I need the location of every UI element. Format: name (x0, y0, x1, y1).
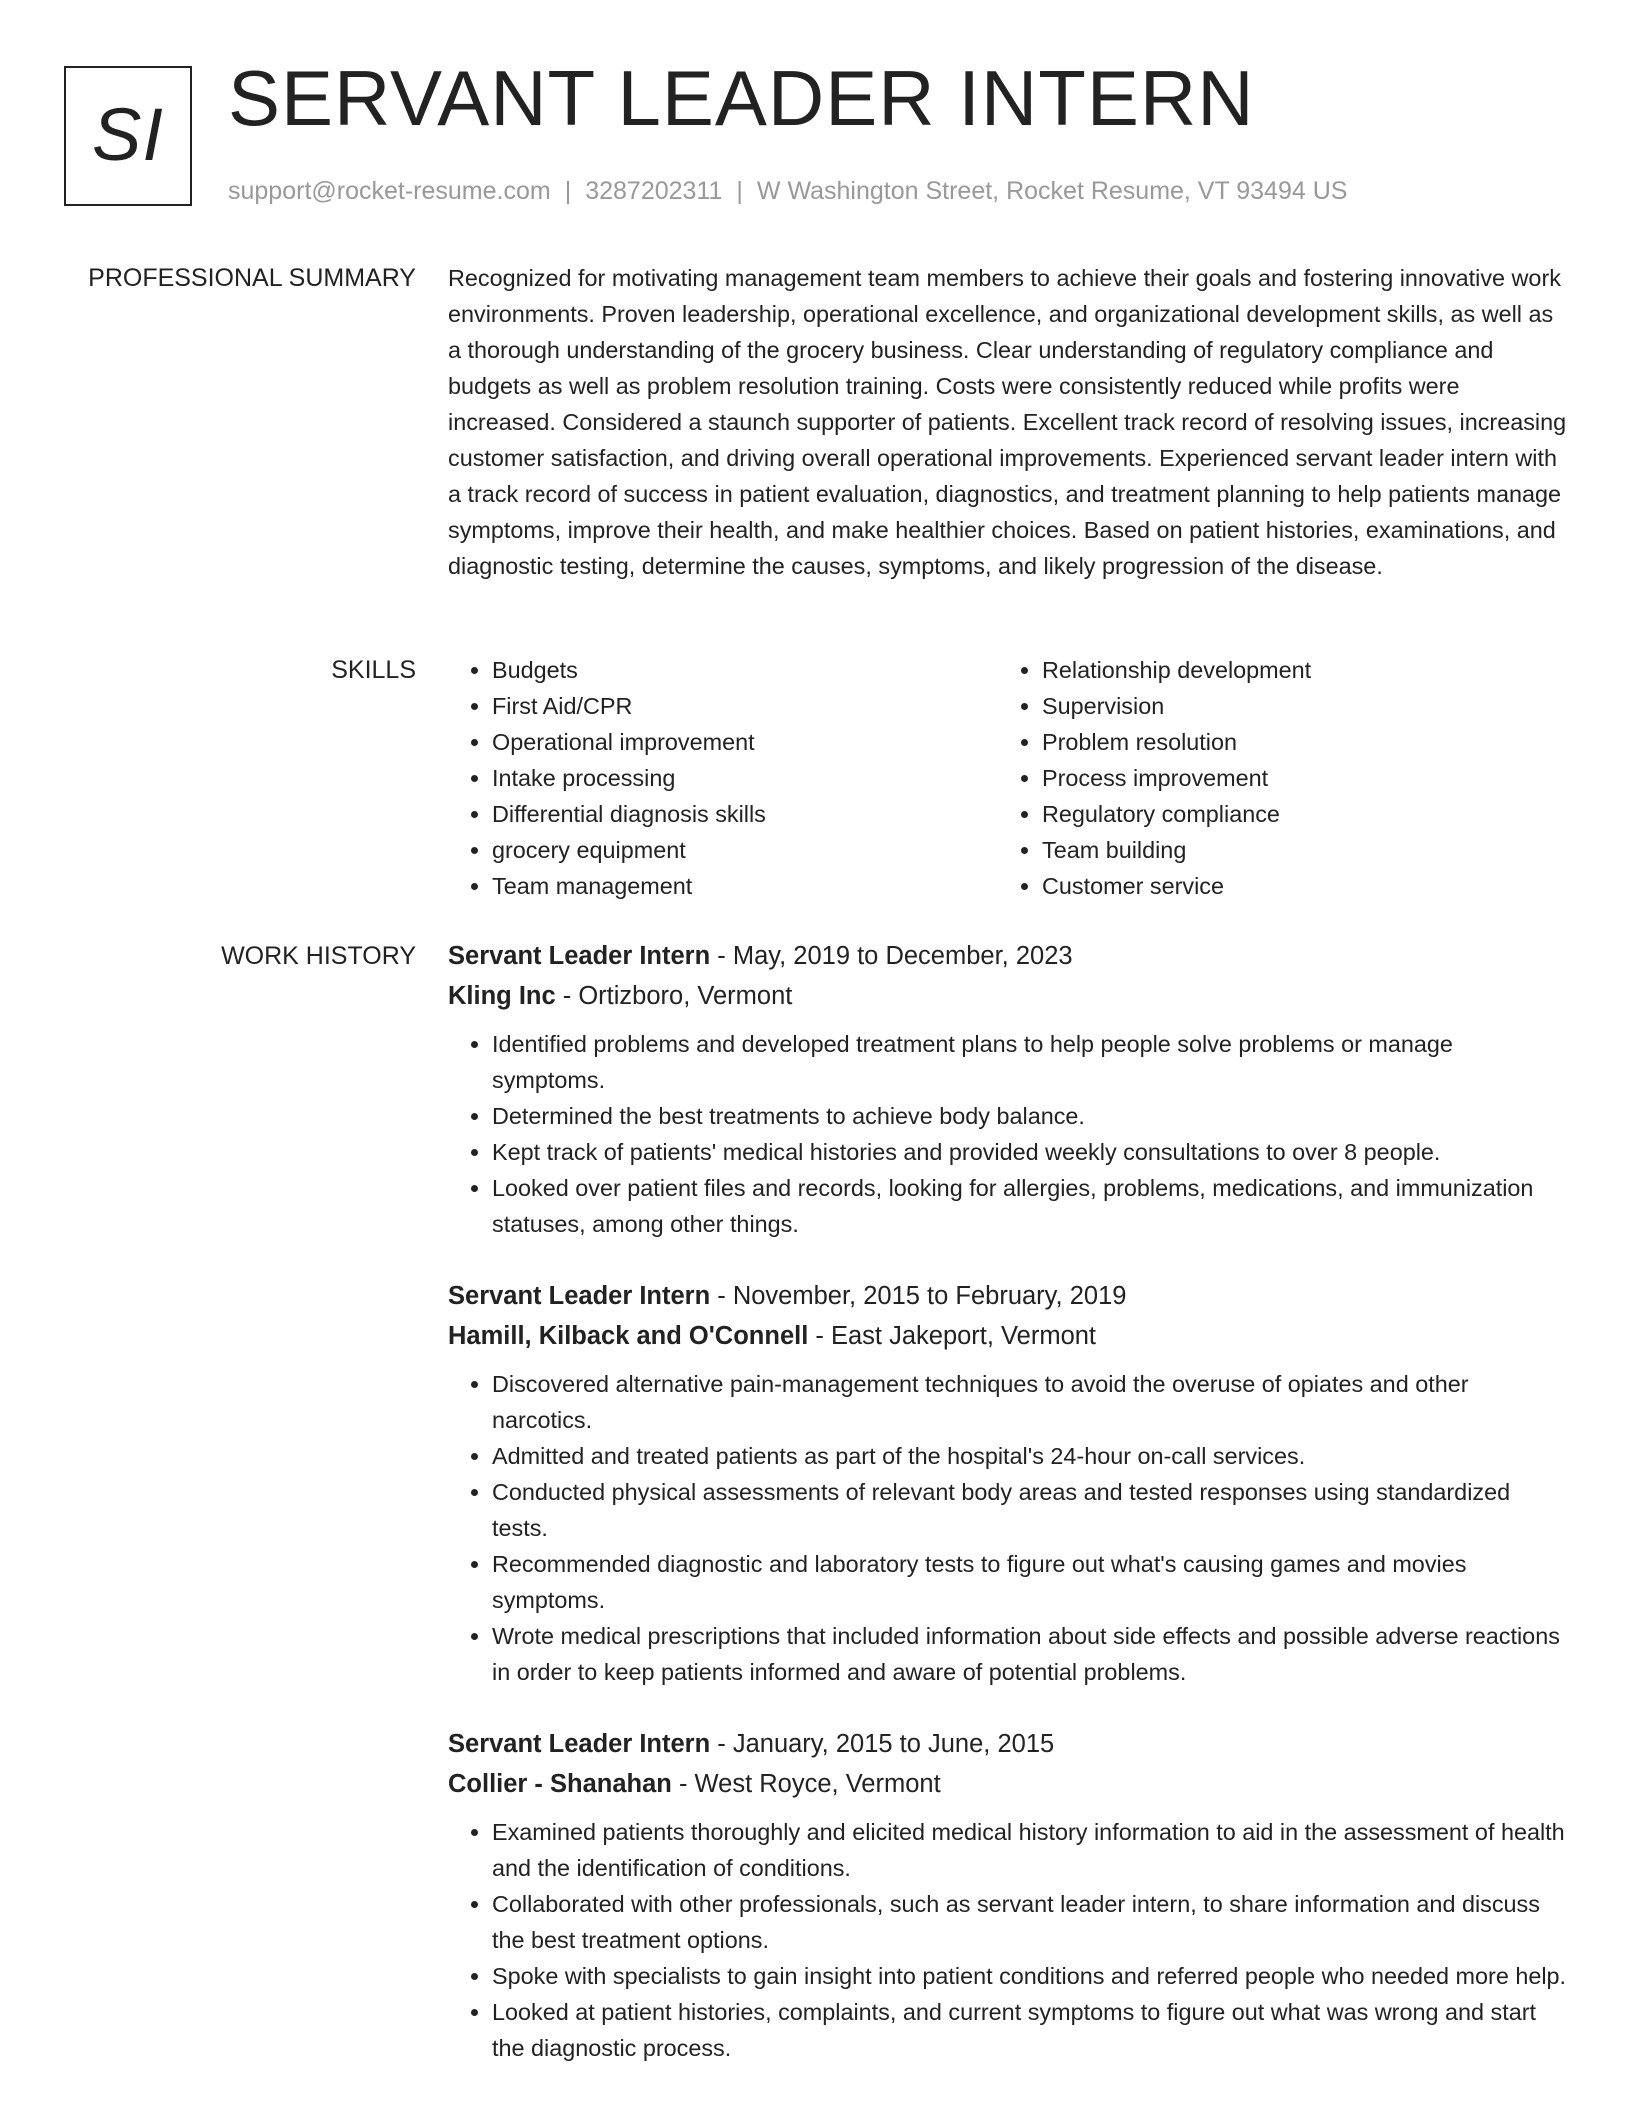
contact-address: W Washington Street, Rocket Resume, VT 93494 US (756, 177, 1348, 205)
job-bullet: • Looked over patient files and records, looking for allergies, problems, medications, and immunization statuses, among other things. (492, 1170, 1568, 1242)
skill-item: • Intake processing (492, 760, 998, 796)
job-dates: - November, 2015 to February, 2019 (710, 1282, 1127, 1310)
skill-item: • Operational improvement (492, 724, 998, 760)
summary-label: PROFESSIONAL SUMMARY (88, 264, 416, 292)
job-bullet: • Examined patients thoroughly and elicited medical history information to aid in the assessment of health and the identification of conditions. (492, 1814, 1568, 1886)
monogram-initials: SI (92, 92, 164, 176)
contact-separator: | (564, 177, 572, 205)
job-bullet: • Admitted and treated patients as part of the hospital's 24-hour on-call services. (492, 1438, 1568, 1474)
job-bullet: • Wrote medical prescriptions that included information about side effects and possible adverse reactions in order to keep patients informed and aware of potential problems. (492, 1618, 1568, 1690)
job-company-line (448, 1316, 1568, 1356)
skill-item: • Problem resolution (1042, 724, 1548, 760)
job-bullet: • Kept track of patients' medical histories and provided weekly consultations to over 8 people. (492, 1134, 1568, 1170)
job-dates: - January, 2015 to June, 2015 (710, 1730, 1055, 1758)
job-bullet: • Determined the best treatments to achieve body balance. (492, 1098, 1568, 1134)
job-bullet: • Discovered alternative pain-management techniques to avoid the overuse of opiates and other narcotics. (492, 1366, 1568, 1438)
skills-list-right (998, 652, 1548, 904)
skill-item: • Team building (1042, 832, 1548, 868)
candidate-name: SERVANT LEADER INTERN (228, 54, 1255, 142)
skill-item: • Process improvement (1042, 760, 1548, 796)
job-company-line (448, 976, 1568, 1016)
job-bullets (448, 1026, 1568, 1242)
job-bullet: • Collaborated with other professionals, such as servant leader intern, to share information and discuss the best treatment options. (492, 1886, 1568, 1958)
skill-item: • Team management (492, 868, 998, 904)
skill-item: • grocery equipment (492, 832, 998, 868)
job-entry (448, 936, 1568, 1242)
work-history-label: WORK HISTORY (221, 942, 416, 970)
skills-label: SKILLS (331, 656, 416, 684)
job-title-line (448, 936, 1568, 976)
skill-item: • Differential diagnosis skills (492, 796, 998, 832)
job-location: - West Royce, Vermont (671, 1770, 941, 1798)
job-bullet: • Conducted physical assessments of relevant body areas and tested responses using standardized tests. (492, 1474, 1568, 1546)
skill-item: • First Aid/CPR (492, 688, 998, 724)
job-title: Servant Leader Intern (448, 1730, 711, 1758)
skill-item: • Supervision (1042, 688, 1548, 724)
skills-list-left (448, 652, 998, 904)
skill-item: • Regulatory compliance (1042, 796, 1548, 832)
contact-email: support@rocket-resume.com (228, 177, 551, 205)
job-company: Hamill, Kilback and O'Connell (448, 1322, 809, 1350)
job-location: - East Jakeport, Vermont (808, 1322, 1097, 1350)
job-company-line (448, 1764, 1568, 1804)
job-entry (448, 1724, 1568, 2066)
job-location: - Ortizboro, Vermont (555, 982, 793, 1010)
contact-phone: 3287202311 (585, 177, 723, 205)
job-bullet: • Looked at patient histories, complaints, and current symptoms to figure out what was wrong and start the diagnostic process. (492, 1994, 1568, 2066)
summary-text: Recognized for motivating management team members to achieve their goals and fostering innovative work environments. Proven leadership, operational excellence, and organizational development skills, as well as a thorough understanding of the grocery business. Clear understanding of regulatory compliance and budgets as well as problem resolution training. Costs were consistently reduced while profits were increased. Considered a staunch supporter of patients. Excellent track record of resolving issues, increasing customer satisfaction, and driving overall operational improvements. Experienced servant leader intern with a track record of success in patient evaluation, diagnostics, and treatment planning to help patients manage symptoms, improve their health, and make healthier choices. Based on patient histories, examinations, and diagnostic testing, determine the causes, symptoms, and likely progression of the disease. (448, 265, 1567, 579)
monogram-box (64, 66, 192, 206)
job-company: Kling Inc (448, 982, 556, 1010)
job-bullets (448, 1814, 1568, 2066)
job-title: Servant Leader Intern (448, 1282, 711, 1310)
job-entry (448, 1276, 1568, 1690)
job-dates: - May, 2019 to December, 2023 (710, 942, 1073, 970)
skill-item: • Customer service (1042, 868, 1548, 904)
job-title-line (448, 1276, 1568, 1316)
job-bullet: • Spoke with specialists to gain insight into patient conditions and referred people who needed more help. (492, 1958, 1568, 1994)
skill-item: • Budgets (492, 652, 998, 688)
contact-separator: | (736, 177, 743, 205)
job-company: Collier - Shanahan (448, 1770, 672, 1798)
contact-line (228, 174, 1347, 208)
job-title: Servant Leader Intern (448, 942, 711, 970)
job-bullet: • Recommended diagnostic and laboratory tests to figure out what's causing games and movies symptoms. (492, 1546, 1568, 1618)
job-title-line (448, 1724, 1568, 1764)
skill-item: • Relationship development (1042, 652, 1548, 688)
job-bullet: • Identified problems and developed treatment plans to help people solve problems or manage symptoms. (492, 1026, 1568, 1098)
job-bullets (448, 1366, 1568, 1690)
